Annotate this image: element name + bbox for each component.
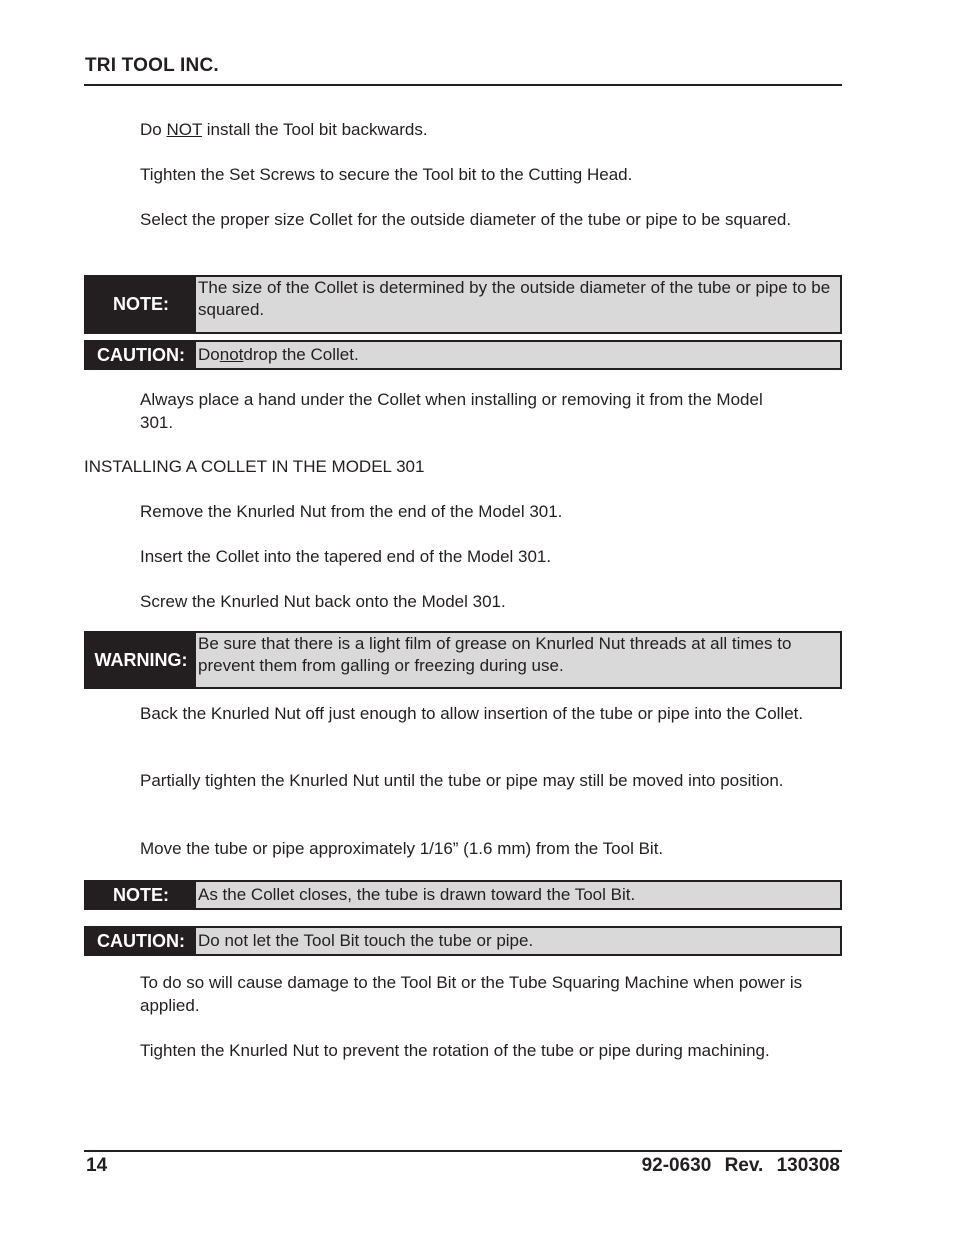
footer-rule bbox=[84, 1150, 842, 1152]
text-span: Do bbox=[198, 345, 220, 364]
note-label: NOTE: bbox=[86, 882, 196, 908]
caution-message bbox=[196, 342, 840, 368]
header-rule bbox=[84, 84, 842, 86]
caution-message: Do not let the Tool Bit touch the tube or pipe. bbox=[196, 928, 840, 954]
paragraph-insert-collet: Insert the Collet into the tapered end of the Model 301. bbox=[140, 547, 552, 566]
paragraph-partially-tighten: Partially tighten the Knurled Nut until the tube or pipe may still be moved into position. bbox=[140, 771, 784, 790]
paragraph-move-tube: Move the tube or pipe approximately 1/16” (1.6 mm) from the Tool Bit. bbox=[140, 839, 664, 858]
caution-box-drop-collet bbox=[84, 340, 842, 370]
caution-label: CAUTION: bbox=[86, 342, 196, 368]
paragraph-select-collet: Select the proper size Collet for the outside diameter of the tube or pipe to be squared. bbox=[140, 210, 792, 229]
paragraph-tighten-set-screws: Tighten the Set Screws to secure the Tool bit to the Cutting Head. bbox=[140, 165, 633, 184]
note-box-collet-size bbox=[84, 275, 842, 334]
caution-box-tool-bit bbox=[84, 926, 842, 956]
caution-label: CAUTION: bbox=[86, 928, 196, 954]
header-company: TRI TOOL INC. bbox=[85, 55, 219, 76]
paragraph-tighten-knurled-nut: Tighten the Knurled Nut to prevent the rotation of the tube or pipe during machining. bbox=[140, 1041, 770, 1060]
note-box-collet-closes bbox=[84, 880, 842, 910]
paragraph-do-not-install bbox=[140, 118, 840, 141]
text-span: install the Tool bit backwards. bbox=[202, 120, 428, 139]
page-number: 14 bbox=[86, 1155, 108, 1176]
warning-label: WARNING: bbox=[86, 633, 196, 687]
note-label: NOTE: bbox=[86, 277, 196, 332]
note-message: The size of the Collet is determined by the outside diameter of the tube or pipe to be squared. bbox=[196, 277, 840, 332]
text-span: drop the Collet. bbox=[243, 345, 359, 364]
note-message: As the Collet closes, the tube is drawn toward the Tool Bit. bbox=[196, 882, 840, 908]
paragraph-hand-under-collet: Always place a hand under the Collet when installing or removing it from the Model 301. bbox=[140, 390, 763, 432]
text-span: Do bbox=[140, 120, 167, 139]
document-revision: 92-0630 Rev. 130308 bbox=[641, 1155, 840, 1176]
warning-message: Be sure that there is a light film of grease on Knurled Nut threads at all times to prevent them from galling or freezing during use. bbox=[196, 633, 840, 687]
paragraph-remove-knurled-nut: Remove the Knurled Nut from the end of the Model 301. bbox=[140, 502, 563, 521]
section-heading: INSTALLING A COLLET IN THE MODEL 301 bbox=[84, 457, 425, 476]
warning-box-grease bbox=[84, 631, 842, 689]
paragraph-screw-knurled-nut: Screw the Knurled Nut back onto the Model 301. bbox=[140, 592, 506, 611]
emphasis-not: NOT bbox=[166, 120, 203, 139]
paragraph-damage-warning: To do so will cause damage to the Tool Bit or the Tube Squaring Machine when power is applied. bbox=[140, 973, 803, 1015]
emphasis-not: not bbox=[219, 345, 244, 364]
paragraph-back-knurled-nut: Back the Knurled Nut off just enough to allow insertion of the tube or pipe into the Collet. bbox=[140, 704, 804, 723]
